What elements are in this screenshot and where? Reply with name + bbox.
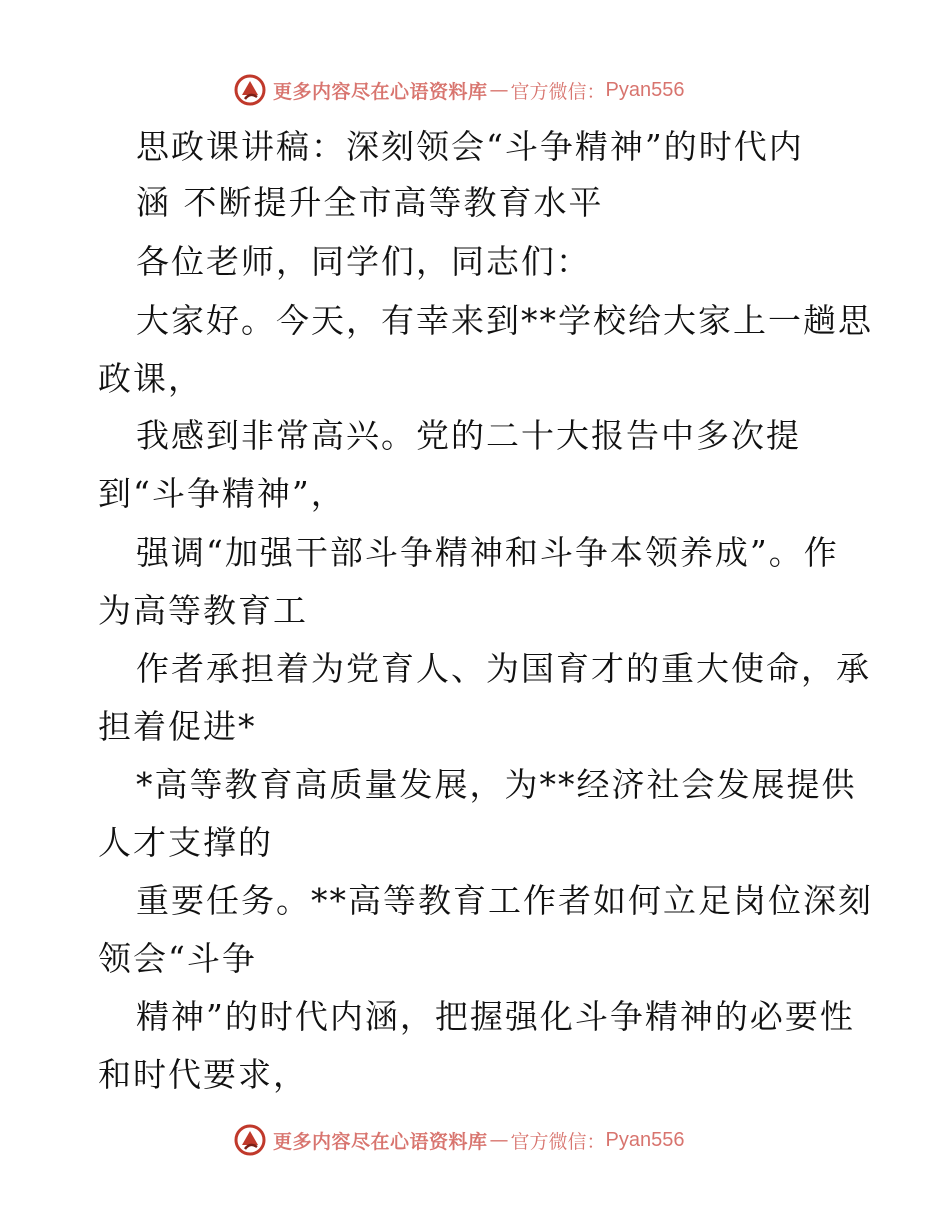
paragraph-line: 作者承担着为党育人、为国育才的重大使命，承 [136,649,871,688]
paragraph-line: 为高等教育工 [98,591,308,630]
brand-logo-icon [233,73,267,107]
paragraph-line: 领会“斗争 [98,939,257,978]
promo-text: 更多内容尽在心语资料库 [273,1130,488,1153]
paragraph-line: 政课， [98,359,203,398]
brand-logo-icon [233,1123,267,1157]
banner-dash: — [489,1129,509,1151]
footer-banner [233,1122,685,1158]
header-banner [233,72,685,108]
paragraph-line: *高等教育高质量发展，为**经济社会发展提供 [136,765,857,804]
paragraph-line: 精神”的时代内涵，把握强化斗争精神的必要性 [136,997,855,1036]
paragraph-line: 重要任务。**高等教育工作者如何立足岗位深刻 [136,881,873,920]
paragraph-line: 强调“加强干部斗争精神和斗争本领养成”。作 [136,533,839,572]
paragraph-line: 大家好。今天，有幸来到**学校给大家上一趟思 [136,301,873,340]
wechat-label: 官方微信： [510,80,606,103]
paragraph-line: 我感到非常高兴。党的二十大报告中多次提 [136,416,801,455]
paragraph-line: 人才支撑的 [98,823,273,862]
title-line-1: 思政课讲稿：深刻领会“斗争精神”的时代内 [136,127,804,166]
wechat-id: Pyan556 [605,78,685,101]
title-line-2: 涵 不断提升全市高等教育水平 [136,183,604,222]
salutation: 各位老师，同学们，同志们： [136,242,591,281]
banner-dash: — [489,79,509,101]
paragraph-line: 和时代要求， [98,1055,308,1094]
wechat-label: 官方微信： [510,1130,606,1153]
promo-text: 更多内容尽在心语资料库 [273,80,488,103]
paragraph-line: 担着促进* [98,707,257,746]
wechat-id: Pyan556 [605,1128,685,1151]
paragraph-line: 到“斗争精神”， [98,474,346,513]
